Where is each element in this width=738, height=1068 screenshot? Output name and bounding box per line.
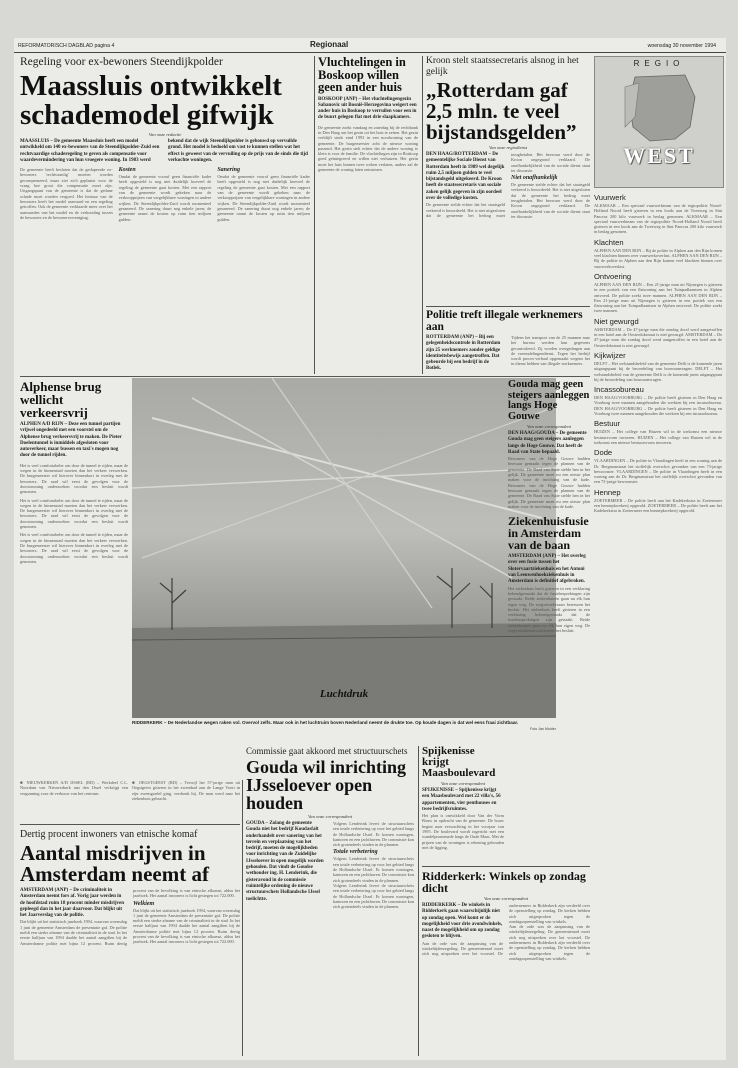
caption-text: RIDDERKERK – De Nederlandse wegen raken vol. Overvol zelfs. Maar ook in het luchtruim boven Nederland neemt de drukte toe. Op koude dagen is dat wel eens fraai zichtbaar. bbox=[132, 720, 519, 725]
news-notes-2 bbox=[132, 780, 240, 820]
article-headline: Gouda wil inrichting IJsseloever open houden bbox=[246, 757, 407, 813]
article-body: Volgens Lenderink levert de structuurschets een totale verbetering op voor het gebied langs de Hollandsche IJssel. Er komen woningen, kantoren en een jachthaven. De commissie kon zich grotendeels vinden in de plannen. bbox=[333, 821, 414, 848]
article-lead: MAASSLUIS – De gemeente Maassluis heeft een model ontwikkeld om 140 ex-bewoners van de Steendijkpolder-Zuid een rechtvaardige schaderegeling te geven als compensatie voor waardevermindering van hun vroegere woning. In 1983 werd bekend dat de wijk Steendijkpolder is gebouwd op vervuilde grond. Het model is bedoeld om vast te kunnen stellen wat het effect is geweest van de vervuiling op de prijs van de sinds die tijd verkochte woningen. bbox=[20, 139, 308, 163]
article-subhead-kosten: Kosten bbox=[118, 167, 136, 174]
article-subhead: Niet onafhankelijk bbox=[511, 175, 558, 182]
article-byline: Van onze redactie bbox=[148, 132, 182, 137]
gouda-steigers-body: Bewoners van de Hoge Gouwe hadden bezwaar gemaakt tegen de plannen van de gemeente. De Raad van State stelde hen in het gelijk. De gemeente moet nu een nieuw plan maken voor de inrichting van de kade. Bewoners van de Hoge Gouwe hadden bezwaar gemaakt tegen de plannen van de gemeente. De Raad van State stelde hen in het gelijk. De gemeente moet nu een nieuw plan maken voor de inrichting van de kade. bbox=[508, 456, 590, 509]
article-lead: DEN HAAG/ROTTERDAM – De gemeentelijke Sociale Dienst van Rotterdam heeft in 1989 wel degelijk ruim 2,5 miljoen gulden te veel bijstandsgeld uitgekeerd. De Kroon heeft de staatssecretaris van sociale zaken gelijk gegeven in zijn oordeel over de volledige kosten. bbox=[426, 152, 505, 202]
article-body-3: Omdat de gemeente vooraf geen financiële kader heeft opgesteld is nog niet duidelijk hoeveel de regeling de gemeente gaat kosten. Met een rapport van de gemeente wordt gekeken naar de verkoopprijzen van vergelijkbare woningen in andere wijken. De Steendijkpolder-Zuid wordt momenteel gesaneerd. De sanering duurt nog enkele jaren; de gemeente raamt de kosten op ruim tien miljoen gulden. bbox=[217, 174, 310, 222]
article-byline: Van onze correspondent bbox=[441, 781, 485, 786]
brief-text: ALPHEN AAN DEN RIJN – Bij de politie in Alphen aan den Rijn komen veel klachten binnen over vuurwerkoverlast. ALPHEN AAN DEN RIJN – Bij de politie in Alphen aan den Rijn komen veel klachten binnen over vuurwerkoverlast. bbox=[594, 247, 722, 269]
section-rule bbox=[20, 376, 590, 377]
section-rule bbox=[422, 866, 590, 867]
newspaper-page bbox=[14, 38, 726, 1060]
brief-heading: Vuurwerk bbox=[594, 193, 626, 202]
right-of-photo-column bbox=[508, 380, 590, 864]
article-lead: RIDDERKERK – De winkels in Ridderkerk gaan waarschijnlijk niet op zondag open. Wel komt er de mogelijkheid voor drie avondwinkels, naast de mogelijkheid om op zondag gesloten te blijven. bbox=[422, 903, 503, 940]
article-body-2: Dat blijkt uit het statistisch jaarboek 1994, waarvan woensdag 1 juni de gemeente Amsterdam de presentatie gaf. De politie meldt een sterke afname van de criminaliteit in de stad. In het eerste halfjaar van 1994 daalde het aantal aangiften bij de Amsterdamse politie met bijna 12 procent. Ruim dertig procent van de bevolking is van etnische afkomst, aldus het jaarboek. Het aantal inwoners is licht gestegen tot 722.000. bbox=[133, 907, 240, 945]
logo-west-text: WEST bbox=[623, 143, 695, 168]
gouda-steigers-lead: DEN HAAG/GOUDA – De gemeente Gouda mag geen steigers aanleggen langs de Hoge Gouwe. Dat heeft de Raad van State bepaald. bbox=[508, 431, 587, 455]
article-kicker: Dertig procent inwoners van etnische komaf bbox=[20, 829, 198, 840]
brief-heading: Niet gewurgd bbox=[594, 316, 639, 326]
article-headline: Maassluis ontwikkelt schademodel gifwijk bbox=[20, 70, 282, 131]
article-maassluis bbox=[20, 56, 310, 374]
photo-contrail-lines bbox=[132, 378, 556, 718]
article-body: Aan de orde was de aanpassing van de winkeltijdenregeling. De gemeenteraad moet zich nog uitspreken over het voorstel. De ondernemers in Ridderkerk zijn verdeeld over de openstelling op zondag. De kerken hebben zich uitgesproken tegen de zondagsopenstelling van winkels. bbox=[422, 903, 590, 957]
brief-text: AMSTERDAM – De 47-jarige man die zondag dood werd aangetroffen in een hotel aan de Oosterdokstraat is niet gewurgd. AMSTERDAM – De 47-jarige man die zondag dood werd aangetroffen in een hotel aan de Oosterdokstraat is niet gewurgd. bbox=[594, 326, 722, 348]
column-rule bbox=[418, 746, 419, 1056]
article-kicker: Kroon stelt staatssecretaris alsnog in het gelijk bbox=[426, 56, 579, 77]
brief-heading: Klachten bbox=[594, 237, 624, 247]
article-body: Het is veel comfortabeler om door de tunnel te rijden, maar de wegen in de binnenstad moeten dan het verkeer verwerken. De burgemeester wil hierover binnenkort in overleg met de bewoners. De raad wil eerst de gevolgen voor de doorstroming onderzoeken voordat een besluit wordt genomen. bbox=[20, 462, 128, 495]
note-oegstgeest: ■ OEGSTGEEST (RD) – Terwijl het 57-jarige man uit Oegstgeest gisteren in het zwembad aan de Lange Voort in zijn zwemgordel ging, verdronk hij. De man werd naar het ziekenhuis gebracht. bbox=[132, 780, 240, 801]
article-byline: Van onze regiodienst bbox=[488, 145, 528, 150]
article-byline: Van onze correspondent bbox=[484, 896, 528, 901]
brief-text: VLAARDINGEN – De politie in Vlaardingen heeft in een woning aan de Dr. Bergmanstraat het stoffelijk overschot gevonden van een 73-jarige bewoonster. VLAARDINGEN – De politie in Vlaardingen heeft in een woning aan de Dr. Bergmanstraat het stoffelijk overschot gevonden van een 73-jarige bewoonster. bbox=[594, 458, 722, 485]
ziekenhuis-headline: Ziekenhuisfusie in Amsterdam van de baan bbox=[508, 514, 589, 553]
article-lead: AMSTERDAM (ANP) – De criminaliteit in Amsterdam neemt fors af. Vorig jaar werden in de hoofdstad ruim 18 procent minder misdrijven gepleegd dan in het jaar daarvoor. Dat blijkt uit het Jaarverslag van de politie. bbox=[20, 888, 124, 919]
article-subhead: Welkiem bbox=[133, 900, 155, 907]
brief-heading: Ontvoering bbox=[594, 271, 632, 281]
article-headline: Aantal misdrijven in Amsterdam neemt af bbox=[20, 841, 209, 886]
article-body-2: Volgens Lenderink levert de structuurschets een totale verbetering op voor het gebied langs de Hollandsche IJssel. Er komen woningen, kantoren en een jachthaven. De commissie kon zich grotendeels vinden in de plannen. bbox=[333, 856, 414, 883]
article-headline: Politie treft illegale werknemers aan bbox=[426, 310, 583, 333]
article-body: Tijdens het transport van de 25 mannen naar het bureau werden hun gegevens gecontroleerd. Zij worden overgedragen aan de vreemdelingendienst. Tegen het bedrijf wordt proces-verbaal opgemaakt wegens het in dienst hebben van illegale werknemers. bbox=[511, 335, 590, 367]
article-body: De gemeente heeft besloten dat de gedupeerde ex-bewoners 'rechtvaardig' moeten worden gecompenseerd, maar ziet zich geplaatst voor de vraag hoe groot die compensatie moet zijn. Uitgangspunt van de gemeente is dat de gedane schade moet worden vergoed. Het bestuur van de bewoners heeft het model aanvaard en een regeling getroffen. Ook de gemeente verklaarde meer over het aanvaarden van het model en de verhouding tussen de bewoners en de bewonersvereniging. bbox=[20, 167, 113, 220]
brief-heading: Incassobureau bbox=[594, 385, 644, 395]
regio-west-logo bbox=[594, 56, 724, 188]
news-notes bbox=[20, 780, 128, 820]
photo-contrails bbox=[132, 378, 556, 718]
brief-heading: Hennep bbox=[594, 487, 621, 497]
ziekenhuis-body: Het ziekenhuis heeft gisteren in een verklaring bekendgemaakt dat de fusiebesprekingen zijn gestaakt. Beide ziekenhuizen gaan nu elk hun eigen weg. De zorgverzekeraars betreuren het besluit. Het ziekenhuis heeft gisteren in een verklaring bekendgemaakt dat de fusiebesprekingen zijn gestaakt. Beide ziekenhuizen gaan nu elk hun eigen weg. De zorgverzekeraars betreuren het besluit. bbox=[508, 585, 590, 634]
article-politie bbox=[426, 310, 590, 374]
brief-text: DELFT – Het welstandsbeleid van de gemeente Delft is de komende jaren uitgangspunt bij de beoordeling van bouwaanvragen. DELFT – Het welstandsbeleid van de gemeente Delft is de komende jaren uitgangspunt bij de beoordeling van bouwaanvragen. bbox=[594, 360, 722, 382]
article-body-2: Het is veel comfortabeler om door de tunnel te rijden, maar de wegen in de binnenstad moeten dan het verkeer verwerken. De burgemeester wil hierover binnenkort in overleg met de bewoners. De raad wil eerst de gevolgen voor de doorstroming onderzoeken voordat een besluit wordt genomen. bbox=[20, 497, 128, 530]
article-body: De gemeente stelde echter dat het staatsgeld verkeerd is beoordeeld. Het is niet uitgesloten dat de gemeente het bedrag moet terugbetalen. Het bezwaar werd door de Kroon ongegrond verklaard. De onafhankelijkheid van de sociale dienst staat ter discussie. bbox=[426, 152, 590, 218]
column-rule bbox=[242, 780, 243, 1056]
article-amsterdam-misdrijven bbox=[20, 828, 240, 1056]
article-ridderkerk bbox=[422, 870, 590, 1056]
header-paper-name: REFORMATORISCH DAGBLAD pagina 4 bbox=[18, 43, 115, 49]
article-subhead: Totale verbetering bbox=[333, 849, 378, 856]
header-date: woensdag 30 november 1994 bbox=[647, 43, 716, 49]
brief-text: ALPHEN AAN DEN RIJN – Een 21-jarige man uit Nijmegen is gisteren in een portiek van een flatwoning aan het Tuinpadlaantsen in Alphen ontvoerd. De politie zoekt twee mannen. ALPHEN AAN DEN RIJN – Een 21-jarige man uit Nijmegen is gisteren in een portiek van een flatwoning aan het Tuinpadlaantsen in Alphen ontvoerd. De politie zoekt twee mannen. bbox=[594, 281, 722, 314]
gouda-steigers-headline: Gouda mag geen steigers aanleggen langs Hoge Gouwe bbox=[508, 380, 590, 422]
brief-text: ZOETERMEER – De politie heeft aan het Kadekerkstra in Zoetermeer een hennepkwekerij opgerold. ZOETERMEER – De politie heeft aan het Kadekerkstra in Zoetermeer een hennepkwekerij opgerold. bbox=[594, 497, 722, 514]
brief-heading: Kijkwijzer bbox=[594, 350, 626, 360]
article-vluchtelingen bbox=[318, 56, 418, 374]
article-body: Het plan is ontwikkeld door Van der Vorm Bouw in opdracht van de gemeente. De bouw begint naar verwachting in het voorjaar van 1995. De boulevard wordt ingericht met een wandelpromenade langs de Oude Maas. Met de prijzen van de woningen is rekening gehouden met de ligging. bbox=[422, 813, 504, 850]
article-body-2: De gemeente stelde echter dat het staatsgeld verkeerd is beoordeeld. Het is niet uitgesloten dat de gemeente het bedrag moet terugbetalen. Het bezwaar werd door de Kroon ongegrond verklaard. De onafhankelijkheid van de sociale dienst staat ter discussie. bbox=[511, 182, 590, 219]
page-header bbox=[14, 38, 726, 53]
brief-text: DEN HAAG/VOORBURG – De politie heeft gisteren in Den Haag en Voorburg twee mannen aangehouden die werkten bij een incassobureau. DEN HAAG/VOORBURG – De politie heeft gisteren in Den Haag en Voorburg twee mannen aangehouden die werkten bij een incassobureau. bbox=[594, 395, 722, 417]
article-alphense-brug bbox=[20, 380, 128, 778]
section-rule bbox=[20, 824, 240, 825]
logo-regio-text: REGIO bbox=[633, 59, 685, 68]
article-headline: Alphense brug wellicht verkeersvrij bbox=[20, 380, 102, 420]
section-rule bbox=[426, 306, 590, 307]
article-body-2: Omdat de gemeente vooraf geen financiële kader heeft opgesteld is nog niet duidelijk hoeveel de regeling de gemeente gaat kosten. Met een rapport van de gemeente wordt gekeken naar de verkoopprijzen van vergelijkbare woningen in andere wijken. De Steendijkpolder-Zuid wordt momenteel gesaneerd. De sanering duurt nog enkele jaren; de gemeente raamt de kosten op ruim tien miljoen gulden. bbox=[118, 174, 212, 222]
article-rotterdam-bijstand bbox=[426, 56, 590, 304]
article-lead: BOSKOOP (ANP) – Het vluchtelingengezin Sabanovic uit Bosnië-Herzegovina weigert een ander huis in Boskoop te verruilen voor een in de buurt gelegen flat met drie slaapkamers. bbox=[318, 96, 417, 121]
news-briefs-column bbox=[594, 190, 722, 1054]
article-byline: Van onze correspondent bbox=[308, 814, 352, 819]
article-body-3: Volgens Lenderink levert de structuurschets een totale verbetering op voor het gebied langs de Hollandsche IJssel. Er komen woningen, kantoren en een jachthaven. De commissie kon zich grotendeels vinden in de plannen. bbox=[333, 882, 414, 910]
gouda-steigers-byline: Van onze correspondent bbox=[527, 424, 571, 429]
article-kicker: Regeling voor ex-bewoners Steendijkpolder bbox=[20, 56, 223, 68]
article-body: Dat blijkt uit het statistisch jaarboek 1994, waarvan woensdag 1 juni de gemeente Amsterdam de presentatie gaf. De politie meldt een sterke afname van de criminaliteit in de stad. In het eerste halfjaar van 1994 daalde het aantal aangiften bij de Amsterdamse politie met bijna 12 procent. Ruim dertig procent van de bevolking is van etnische afkomst, aldus het jaarboek. Het aantal inwoners is licht gestegen tot 722.000. bbox=[20, 888, 240, 946]
article-lead: ALPHEN A/D RIJN – Deze een tunnel partijen vrijwel ongedeeld met een voorstel om de Alphense brug verkeersvrij te maken. De Pieter Doelentunnel is inmiddels afgesloten voor autoverkeer, maar bussen en taxi's mogen nog door de tunnel rijden. bbox=[20, 422, 122, 459]
photo-credit: Foto Jan Mulder bbox=[530, 727, 556, 731]
article-lead: ROTTERDAM (ANP) – Bij een gelegenheidscontrole in Rotterdam zijn 25 werknemers zonder geldige identiteitsbewijs aangetroffen. Dat gebeurde bij een bedrijf in de Botlek. bbox=[426, 335, 501, 372]
article-lead: GOUDA – Zolang de gemeente Gouda niet het bedrijf Koudasfalt onderhandelt over sanering van het terrein en verplaatsing van het bedrijf, moeten de mogelijkheden voor inrichting van de Zuidelijke IJsseloever in open mogelijk worden gehouden. Dat vindt de Goudse wethouder ing. H. Lenderink, die gisteravond in de commissie ruimtelijke ordening de nieuwe structuurschets Hollandsche IJssel toelichtte. bbox=[246, 821, 324, 902]
column-rule bbox=[314, 56, 315, 374]
ziekenhuis-lead: AMSTERDAM (ANP) – Het overleg over een fusie tussen het Slotervaartziekenhuis en het Antoni van Leeuwenhoekziekenhuis in Amsterdam is definitief afgebroken. bbox=[508, 554, 586, 585]
header-section: Regionaal bbox=[310, 40, 349, 49]
brief-text: ALKMAAR – Een speciaal vuurwerkteam van de regiopolitie Noord-Holland Noord heeft gisteren in een loods aan de Tweeweg in Sint Pancras 200 kilo vuurwerk in beslag genomen. ALKMAAR – Een speciaal vuurwerkteam van de regiopolitie Noord-Holland Noord heeft gisteren in een loods aan de Tweeweg in Sint Pancras 200 kilo vuurwerk in beslag genomen. bbox=[594, 203, 722, 235]
brief-heading: Bestuur bbox=[594, 419, 621, 429]
article-body: De gemeente zoekt vandaag en zaterdag bij de rechtbank in Den Haag om het gezin uit het huis te zetten. Het gezin verblijft sinds eind 1993 in een noodwoning van de gemeente. De burgemeester acht de nieuwe woning passend. Het gezin stelt echter dat de andere woning te klein is voor de familie. De vluchtelingen zijn in Boskoop goed geïntegreerd en willen niet verhuizen. Het gezin moet het huis binnen twee weken verlaten, anders zal de gemeente de woning laten ontruimen. bbox=[318, 124, 418, 173]
article-lead: SPIJKENISSE – Spijkenisse krijgt een Maasboulevard met 22 villa's, 56 appartementen, vier penthouses en twee bedrijfsruimtes. bbox=[422, 788, 501, 812]
article-headline: Ridderkerk: Winkels op zondag dicht bbox=[422, 870, 586, 895]
brief-heading: Dode bbox=[594, 448, 613, 458]
article-spijkenisse bbox=[422, 746, 504, 864]
article-headline: Vluchtelingen in Boskoop willen geen ander huis bbox=[318, 56, 406, 94]
article-body-2: Aan de orde was de aanpassing van de winkeltijdenregeling. De gemeenteraad moet zich nog uitspreken over het voorstel. De ondernemers in Ridderkerk zijn verdeeld over de openstelling op zondag. De kerken hebben zich uitgesproken tegen de zondagsopenstelling van winkels. bbox=[509, 924, 590, 961]
article-subhead-sanering: Sanering bbox=[217, 167, 240, 174]
article-headline: „Rotterdam gaf 2,5 mln. te veel bijstandsgelden” bbox=[426, 78, 577, 144]
note-nieuwerkerk: ■ NIEUWKERKEN A/D IJSSEL (RD) – Werkdeel C.L. Noordam van Nieuwerkerk aan den IJssel verkrijgt een vergunning voor de verbouw van het centrum. bbox=[20, 780, 128, 796]
article-gouda-ijsseloever bbox=[246, 746, 414, 1056]
article-headline: Spijkenisse krijgt Maasboulevard bbox=[422, 746, 496, 779]
photo-caption bbox=[132, 720, 556, 731]
article-kicker: Commissie gaat akkoord met structuurschets bbox=[246, 746, 408, 756]
brief-text: HUIZEN – Het college van Huizen wil in de toekomst een nieuwe bestuursvorm invoeren. HUIZEN – Het college van Huizen wil in de toekomst een nieuwe bestuursvorm invoeren. bbox=[594, 429, 722, 445]
column-rule bbox=[422, 56, 423, 374]
article-body-3: Het is veel comfortabeler om door de tunnel te rijden, maar de wegen in de binnenstad moeten dan het verkeer verwerken. De burgemeester wil hierover binnenkort in overleg met de bewoners. De raad wil eerst de gevolgen voor de doorstroming onderzoeken voordat een besluit wordt genomen. bbox=[20, 532, 128, 564]
photo-title: Luchtdruk bbox=[319, 688, 369, 700]
